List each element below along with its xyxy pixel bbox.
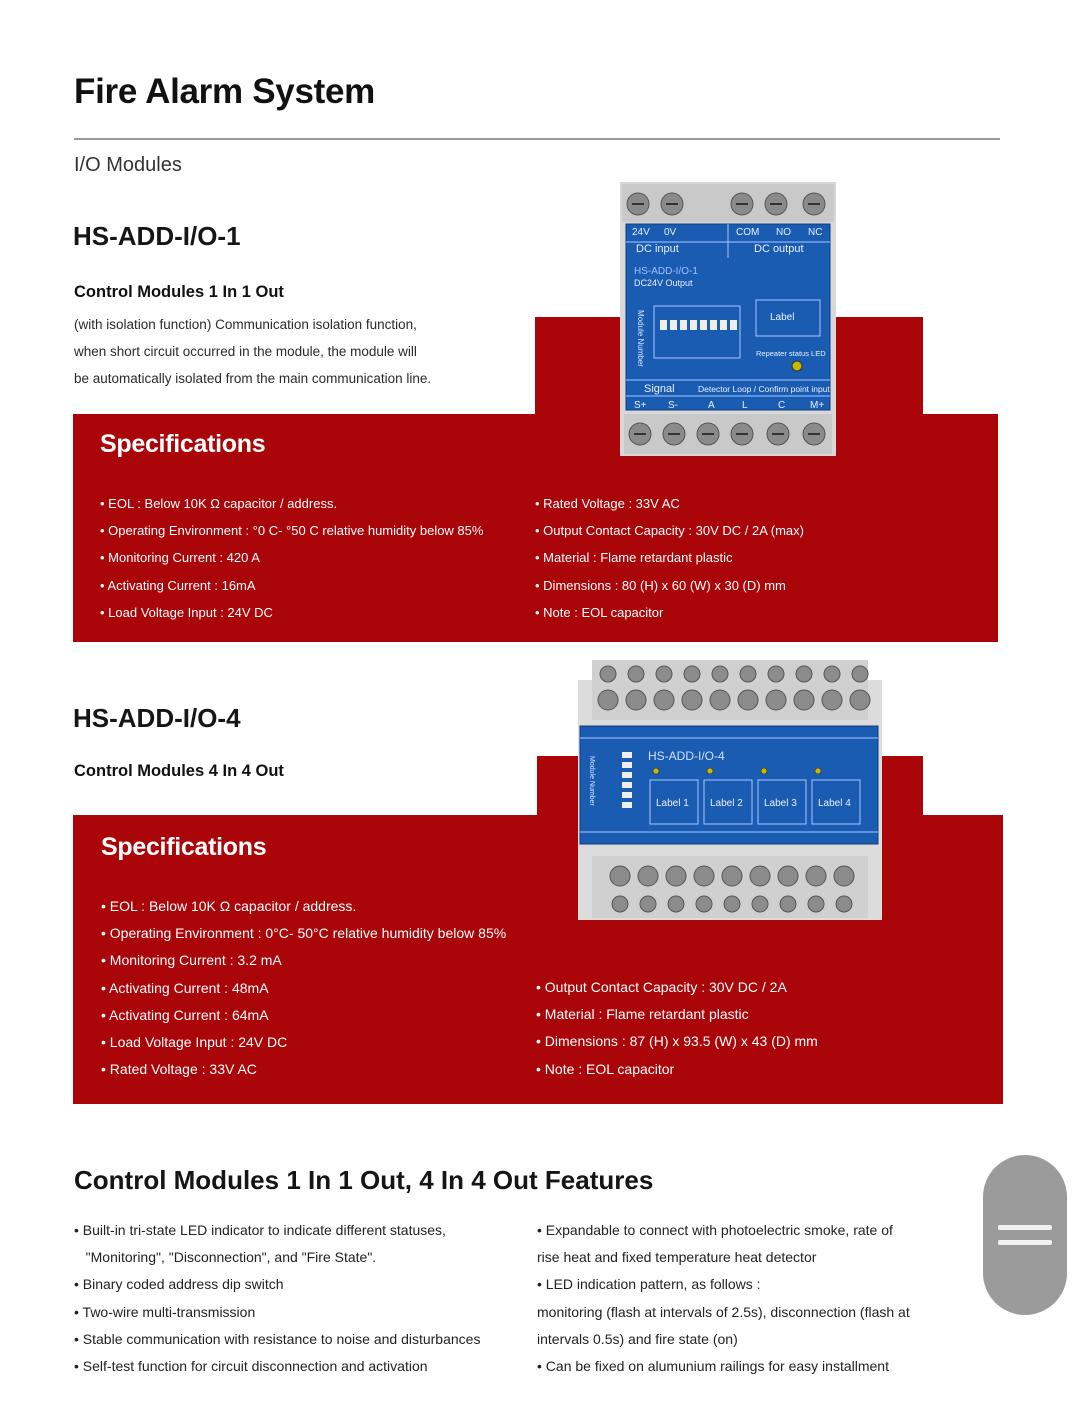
spec-item: • Monitoring Current : 3.2 mA (101, 952, 282, 969)
menu-button[interactable] (983, 1155, 1067, 1315)
spec-list-right (535, 490, 804, 626)
features-list-left (74, 1217, 480, 1380)
feature-item: "Monitoring", "Disconnection", and "Fire State". (74, 1249, 377, 1266)
product-1-description (74, 311, 524, 392)
spec-heading: Specifications (100, 430, 266, 458)
device-name: HS-ADD-I/O-1 (634, 266, 698, 277)
device-terminal-label: C (778, 400, 786, 411)
device-terminal-label: NO (776, 227, 791, 238)
description-line: when short circuit occurred in the module, the module will (74, 344, 417, 359)
device-terminal-label: 24V (632, 227, 650, 238)
feature-item: • Stable communication with resistance to noise and disturbances (74, 1330, 481, 1347)
spec-item: • Rated Voltage : 33V AC (535, 496, 680, 511)
feature-item: • Can be fixed on alumunium railings for easy installment (537, 1358, 889, 1375)
spec-item: • Load Voltage Input : 24V DC (100, 604, 273, 620)
device-dc-output: DC output (754, 243, 804, 255)
features-heading: Control Modules 1 In 1 Out, 4 In 4 Out Features (74, 1165, 654, 1195)
device-output: DC24V Output (634, 278, 693, 288)
device-signal: Signal (644, 383, 675, 395)
feature-item: • Expandable to connect with photoelectric smoke, rate of (537, 1222, 893, 1238)
feature-item: • LED indication pattern, as follows : (537, 1276, 761, 1293)
spec-item: • Note : EOL capacitor (535, 604, 664, 620)
product-2-model: HS-ADD-I/O-4 (73, 703, 241, 733)
device-terminal-label: 0V (664, 227, 677, 238)
title-divider (74, 138, 1000, 140)
spec-item: • Activating Current : 48mA (101, 979, 269, 996)
product-1-title: Control Modules 1 In 1 Out (74, 283, 284, 301)
spec-item: • Rated Voltage : 33V AC (101, 1061, 257, 1078)
top-terminal-block (622, 184, 834, 222)
device-terminal-label: A (708, 400, 715, 411)
device-side-label: Module Number (636, 310, 645, 367)
device-led-label: Repeater status LED (756, 349, 826, 358)
spec-item: • Dimensions : 80 (H) x 60 (W) x 30 (D) mm (535, 577, 786, 593)
spec-item: • Activating Current : 16mA (100, 577, 256, 593)
device-label-2: Label 2 (710, 798, 743, 809)
product-1-model: HS-ADD-I/O-1 (73, 221, 241, 251)
spec-list-left (100, 490, 483, 626)
spec-heading: Specifications (101, 833, 267, 861)
spec-item: • EOL : Below 10K Ω capacitor / address. (101, 898, 357, 914)
spec-item: • Monitoring Current : 420 A (100, 550, 260, 566)
device-terminal-label: L (742, 400, 748, 411)
spec-item: • Material : Flame retardant plastic (536, 1006, 749, 1023)
device-terminal-label: M+ (810, 400, 825, 411)
spec-item: • Operating Environment : 0°C- 50°C relative humidity below 85% (101, 925, 507, 942)
spec-item: • Output Contact Capacity : 30V DC / 2A (max) (535, 523, 804, 539)
device-loop: Detector Loop / Confirm point input (698, 384, 830, 394)
device-label: Label (770, 312, 795, 323)
device-terminal-label: COM (736, 227, 760, 238)
device-label-4: Label 4 (818, 798, 851, 809)
device-label-1: Label 1 (656, 798, 689, 809)
description-line: (with isolation function) Communication isolation function, (74, 317, 417, 332)
spec-item: • Note : EOL capacitor (536, 1060, 675, 1077)
page-title: Fire Alarm System (74, 72, 375, 111)
features-list-right (537, 1217, 910, 1380)
status-led-icon (792, 361, 802, 371)
spec-item: • EOL : Below 10K Ω capacitor / address. (100, 496, 338, 511)
bottom-terminal-block (624, 414, 832, 454)
section-subtitle: I/O Modules (74, 154, 182, 176)
device-name: HS-ADD-I/O-4 (648, 749, 725, 763)
description-line: be automatically isolated from the main communication line. (74, 371, 432, 386)
device-label-3: Label 3 (764, 798, 797, 809)
spec-item: • Operating Environment : °0 C- °50 C relative humidity below 85% (100, 523, 484, 539)
spec-item: • Activating Current : 64mA (101, 1006, 269, 1023)
feature-item: • Binary coded address dip switch (74, 1276, 284, 1293)
feature-item: rise heat and fixed temperature heat detector (537, 1249, 817, 1266)
feature-item: • Two-wire multi-transmission (74, 1303, 256, 1320)
device-terminal-label: S+ (634, 400, 647, 411)
feature-item: • Self-test function for circuit disconnection and activation (74, 1358, 428, 1375)
product-2-title: Control Modules 4 In 4 Out (74, 762, 284, 780)
spec-list-left (101, 893, 506, 1083)
product-1-device-image (620, 182, 836, 456)
device-terminal-label: S- (668, 400, 678, 411)
feature-item: monitoring (flash at intervals of 2.5s), disconnection (flash at (537, 1303, 910, 1320)
product-2-device-image (578, 660, 882, 928)
device-terminal-label: NC (808, 227, 823, 238)
device-side-label: Module Number (588, 756, 595, 806)
feature-item: • Built-in tri-state LED indicator to indicate different statuses, (74, 1222, 446, 1238)
spec-item: • Output Contact Capacity : 30V DC / 2A (536, 979, 787, 995)
spec-item: • Dimensions : 87 (H) x 93.5 (W) x 43 (D) mm (536, 1033, 818, 1050)
device-dc-input: DC input (636, 243, 679, 255)
feature-item: intervals 0.5s) and fire state (on) (537, 1330, 738, 1347)
spec-item: • Material : Flame retardant plastic (535, 550, 733, 566)
product-1-spec-panel (73, 414, 998, 642)
spec-item: • Load Voltage Input : 24V DC (101, 1033, 288, 1050)
spec-list-right (536, 974, 818, 1083)
